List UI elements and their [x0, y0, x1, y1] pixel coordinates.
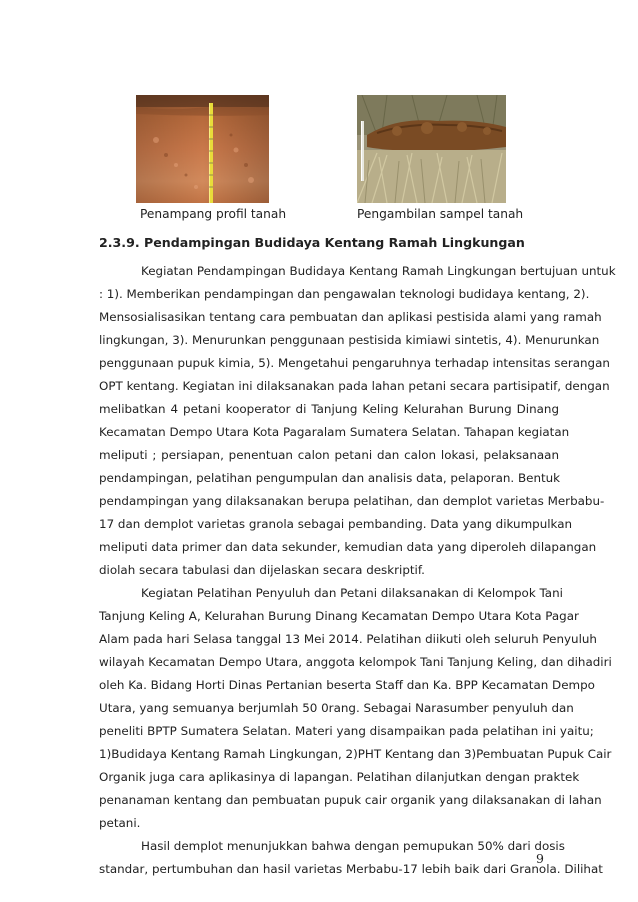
text-line: penggunaan pupuk kimia, 5). Mengetahui pengaruhnya terhadap intensitas serangan	[99, 356, 610, 370]
text-line: pendampingan, pelatihan pengumpulan dan analisis data, pelaporan. Bentuk	[99, 471, 561, 485]
soil-sampling-photo	[357, 95, 506, 203]
text-line: peneliti BPTP Sumatera Selatan. Materi yang disampaikan pada pelatihan ini yaitu;	[99, 724, 594, 738]
text-line: wilayah Kecamatan Dempo Utara, anggota kelompok Tani Tanjung Keling, dan dihadiri	[99, 655, 612, 669]
text-line: : 1). Memberikan pendampingan dan pengawalan teknologi budidaya kentang, 2).	[99, 287, 590, 301]
page-number: 9	[536, 851, 544, 866]
text-line: standar, pertumbuhan dan hasil varietas Merbabu-17 lebih baik dari Granola. Dilihat	[99, 862, 603, 876]
text-line: oleh Ka. Bidang Horti Dinas Pertanian beserta Staff dan Ka. BPP Kecamatan Dempo	[99, 678, 595, 692]
text-line: Tanjung Keling A, Kelurahan Burung Dinang Kecamatan Dempo Utara Kota Pagar	[99, 609, 579, 623]
text-line: petani.	[99, 816, 141, 830]
text-line: meliputi ; persiapan, penentuan calon petani dan calon lokasi, pelaksanaan	[99, 448, 559, 462]
text-line: 17 dan demplot varietas granola sebagai pembanding. Data yang dikumpulkan	[99, 517, 573, 531]
text-line: OPT kentang. Kegiatan ini dilaksanakan pada lahan petani secara partisipatif, dengan	[99, 379, 610, 393]
text-line: meliputi data primer dan data sekunder, kemudian data yang diperoleh dilapangan	[99, 540, 597, 554]
text-line: Kecamatan Dempo Utara Kota Pagaralam Sumatera Selatan. Tahapan kegiatan	[99, 425, 570, 439]
figure-caption-left: Penampang profil tanah	[140, 207, 287, 221]
text-line: Alam pada hari Selasa tanggal 13 Mei 2014. Pelatihan diikuti oleh seluruh Penyuluh	[99, 632, 597, 646]
text-line: 1)Budidaya Kentang Ramah Lingkungan, 2)PHT Kentang dan 3)Pembuatan Pupuk Cair	[99, 747, 612, 761]
text-line: penanaman kentang dan pembuatan pupuk cair organik yang dilaksanakan di lahan	[99, 793, 602, 807]
text-line: diolah secara tabulasi dan dijelaskan secara deskriptif.	[99, 563, 425, 577]
text-line: Organik juga cara aplikasinya di lapangan. Pelatihan dilanjutkan dengan praktek	[99, 770, 580, 784]
text-line: Kegiatan Pendampingan Budidaya Kentang Ramah Lingkungan bertujuan untuk	[141, 264, 616, 278]
text-line: Kegiatan Pelatihan Penyuluh dan Petani dilaksanakan di Kelompok Tani	[141, 586, 563, 600]
text-line: pendampingan yang dilaksanakan berupa pelatihan, dan demplot varietas Merbabu-	[99, 494, 605, 508]
text-line: lingkungan, 3). Menurunkan penggunaan pestisida kimiawi sintetis, 4). Menurunkan	[99, 333, 600, 347]
text-line: Mensosialisasikan tentang cara pembuatan dan aplikasi pestisida alami yang ramah	[99, 310, 602, 324]
text-line: Utara, yang semuanya berjumlah 50 0rang. Sebagai Narasumber penyuluh dan	[99, 701, 574, 715]
section-heading: 2.3.9. Pendampingan Budidaya Kentang Ramah Lingkungan	[99, 235, 525, 250]
figure-caption-right: Pengambilan sampel tanah	[357, 207, 524, 221]
text-line: Hasil demplot menunjukkan bahwa dengan pemupukan 50% dari dosis	[141, 839, 565, 853]
soil-profile-photo	[136, 95, 269, 203]
text-line: melibatkan 4 petani kooperator di Tanjung Keling Kelurahan Burung Dinang	[99, 402, 559, 416]
body-text	[99, 260, 616, 881]
